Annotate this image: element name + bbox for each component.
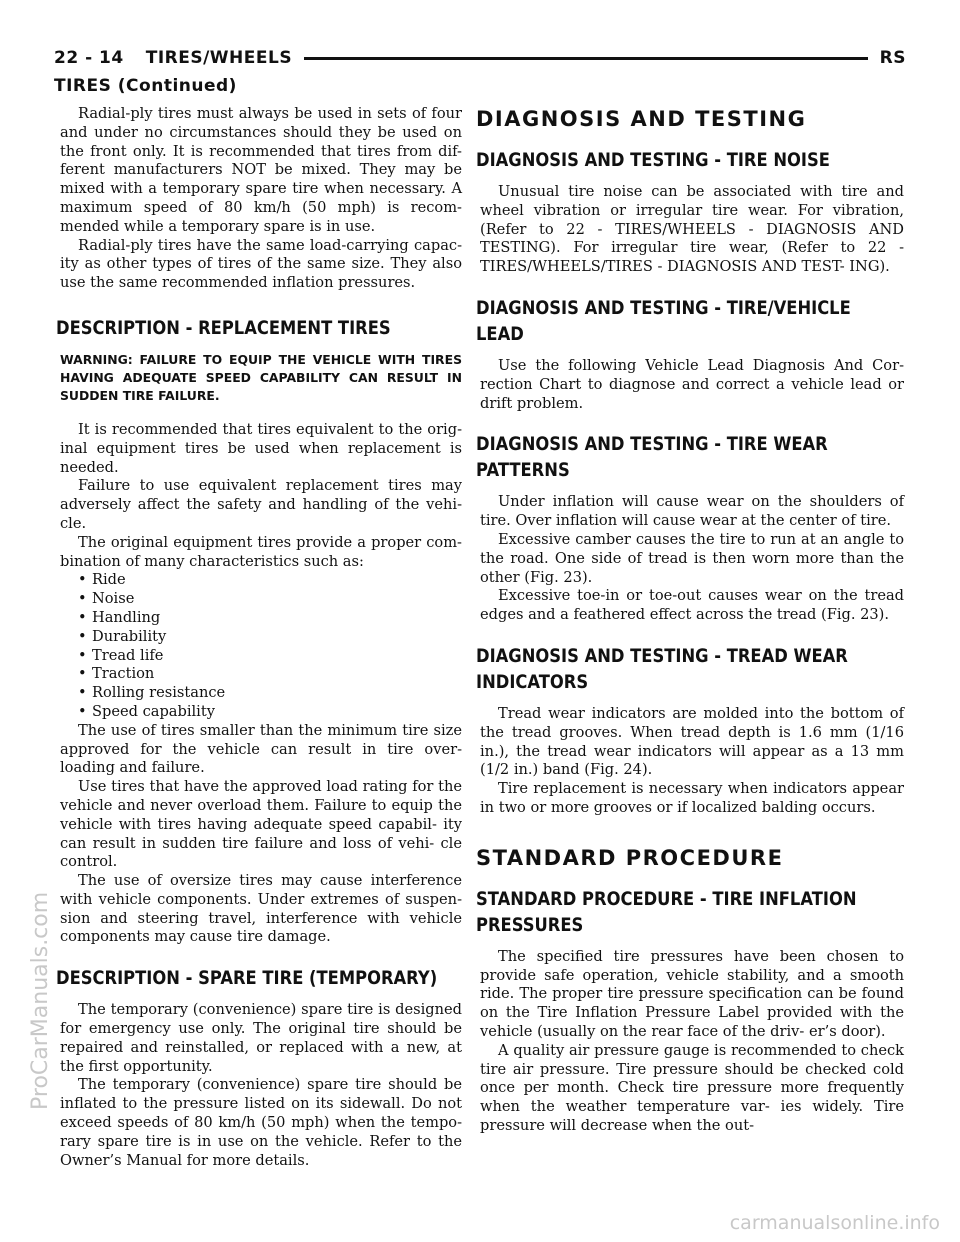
header-rule	[304, 57, 868, 60]
right-column	[476, 105, 904, 1136]
left-column	[56, 105, 462, 1170]
paragraph: The temporary (convenience) spare tire is designed for emergency use only. The original tire should be repaired and reinstalled, or replaced with a new, at the first opportunity.	[60, 1001, 462, 1075]
paragraph: Tread wear indicators are molded into the bottom of the tread grooves. When tread depth is 1.6 mm (1/16 in.), the tread wear indicators will appear as a 13 mm (1/2 in.) band (Fig. 24).	[480, 704, 904, 779]
list-item: • Durability	[78, 627, 167, 645]
paragraph: Radial-ply tires have the same load-carrying capac- ity as other types of tires of the same size. They also use the same recommended inflation pressures.	[60, 236, 462, 292]
paragraph: The specified tire pressures have been chosen to provide safe operation, vehicle stability, and a smooth ride. The proper tire pressure specification can be found on the Tire Inflation Pressure Label provided with the vehicle (usually on the rear face of the driv- er’s door).	[480, 947, 904, 1040]
bottom-watermark: carmanualsonline.info	[729, 1212, 940, 1234]
paragraph: Radial-ply tires must always be used in sets of four and under no circumstances should they be used on the front only. It is recommended that tires from dif- ferent manufacturers NOT be mixed. They may be mixed with a temporary spare tire when necessary. A maximum speed of 80 km/h (50 mph) is recom- mended while a temporary spare is in use.	[60, 105, 462, 235]
paragraph: A quality air pressure gauge is recommended to check tire air pressure. Tire pressure should be checked cold once per month. Check tire pressure more frequently when the weather temperature var- ies widely. Tire pressure will decrease when the out-	[480, 1041, 904, 1134]
paragraph: Use the following Vehicle Lead Diagnosis And Cor- rection Chart to diagnose and correct a vehicle lead or drift problem.	[480, 356, 904, 412]
paragraph: Failure to use equivalent replacement tires may adversely affect the safety and handling of the vehi- cle.	[60, 477, 462, 532]
section-title: TIRES/WHEELS	[145, 48, 293, 68]
heading-tire-vehicle-lead: DIAGNOSIS AND TESTING - TIRE/VEHICLE LEAD	[476, 296, 851, 345]
heading-spare-tire: DESCRIPTION - SPARE TIRE (TEMPORARY)	[56, 967, 438, 990]
heading-tire-noise: DIAGNOSIS AND TESTING - TIRE NOISE	[476, 149, 830, 171]
heading-diagnosis-and-testing: DIAGNOSIS AND TESTING	[476, 107, 807, 131]
paragraph: The temporary (convenience) spare tire should be inflated to the pressure listed on its sidewall. Do not exceed speeds of 80 km/h (50 mph) when the tempo- rary spare tire is in use on the vehicle. Refer to the Owner’s Manual for more details.	[60, 1076, 462, 1169]
heading-standard-procedure: STANDARD PROCEDURE	[476, 845, 784, 870]
characteristics-list	[60, 571, 462, 721]
list-item: • Noise	[78, 590, 135, 608]
page-number: 22 - 14	[54, 48, 124, 68]
paragraph: It is recommended that tires equivalent to the orig- inal equipment tires be used when replacement is needed.	[60, 420, 462, 476]
heading-tire-wear-patterns: DIAGNOSIS AND TESTING - TIRE WEAR PATTERNS	[476, 433, 828, 482]
list-item: • Tread life	[78, 646, 164, 664]
page-header	[54, 46, 906, 70]
list-item: • Handling	[78, 608, 161, 626]
paragraph: Under inflation will cause wear on the shoulders of tire. Over inflation will cause wear at the center of tire.	[480, 493, 904, 530]
heading-tread-wear-indicators: DIAGNOSIS AND TESTING - TREAD WEAR INDICATORS	[476, 644, 848, 693]
heading-tire-inflation-pressures: STANDARD PROCEDURE - TIRE INFLATION PRESSURES	[476, 887, 857, 936]
paragraph: Tire replacement is necessary when indicators appear in two or more grooves or if localized balding occurs.	[480, 780, 904, 816]
warning-text: WARNING: FAILURE TO EQUIP THE VEHICLE WITH TIRES HAVING ADEQUATE SPEED CAPABILITY CAN RESULT IN SUDDEN TIRE FAILURE.	[60, 351, 462, 403]
paragraph: The use of oversize tires may cause interference with vehicle components. Under extremes of suspen- sion and steering travel, interference with vehicle components may cause tire damage.	[60, 872, 462, 946]
list-item: • Ride	[78, 571, 126, 589]
paragraph: Excessive toe-in or toe-out causes wear on the tread edges and a feathered effect across the tread (Fig. 23).	[480, 587, 904, 624]
list-item: • Traction	[78, 665, 155, 683]
continued-heading: TIRES (Continued)	[54, 76, 237, 96]
paragraph: The original equipment tires provide a proper com- bination of many characteristics such as:	[60, 533, 462, 570]
model-code: RS	[879, 48, 906, 68]
paragraph: The use of tires smaller than the minimum tire size approved for the vehicle can result in tire over- loading and failure.	[60, 721, 462, 777]
side-watermark: ProCarManuals.com	[28, 891, 53, 1110]
heading-replacement-tires: DESCRIPTION - REPLACEMENT TIRES	[56, 316, 391, 339]
paragraph: Use tires that have the approved load rating for the vehicle and never overload them. Failure to equip the vehicle with tires having adequate speed capabil- ity can result in sudden tire failure and loss of vehi- cle control.	[60, 778, 462, 871]
list-item: • Speed capability	[78, 702, 215, 720]
list-item: • Rolling resistance	[78, 684, 226, 702]
paragraph: Excessive camber causes the tire to run at an angle to the road. One side of tread is then worn more than the other (Fig. 23).	[480, 530, 904, 586]
paragraph: Unusual tire noise can be associated with tire and wheel vibration or irregular tire wear. For vibration, (Refer to 22 - TIRES/WHEELS - DIAGNOSIS AND TESTING). For irregular tire wear, (Refer to 22 - TIRES/WHEELS/TIRES - DIAGNOSIS AND TEST- ING).	[480, 183, 904, 276]
